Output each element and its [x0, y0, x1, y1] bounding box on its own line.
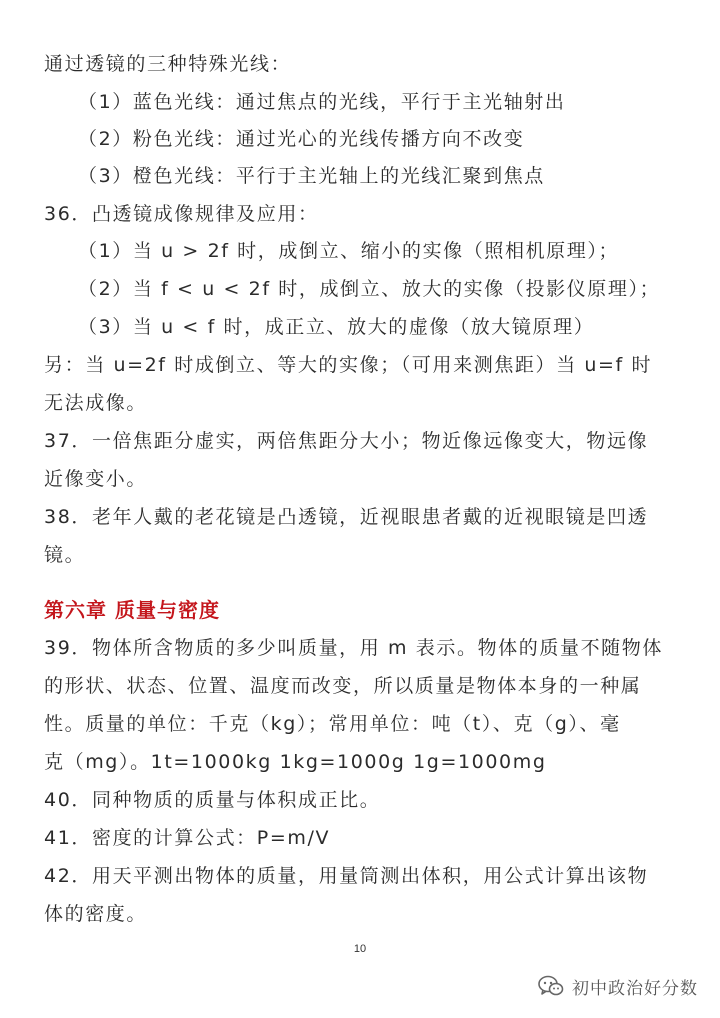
item-40: 40．同种物质的质量与体积成正比。: [44, 789, 381, 811]
ray-item-orange: （3）橙色光线：平行于主光轴上的光线汇聚到焦点: [78, 165, 545, 187]
item-37-line-1: 37．一倍焦距分虚实，两倍焦距分大小；物近像远像变大，物远像: [44, 430, 649, 452]
item-38-line-1: 38．老年人戴的老花镜是凸透镜，近视眼患者戴的近视眼镜是凹透: [44, 506, 649, 528]
item-36-note-line-2: 无法成像。: [44, 392, 148, 414]
wechat-watermark: [538, 972, 698, 1000]
item-41: 41．密度的计算公式：P=m/V: [44, 827, 331, 849]
item-36-rule-3: （3）当 u < f 时，成正立、放大的虚像（放大镜原理）: [78, 316, 595, 338]
item-42-line-1: 42．用天平测出物体的质量，用量筒测出体积，用公式计算出该物: [44, 865, 649, 887]
item-39-line-2: 的形状、状态、位置、温度而改变，所以质量是物体本身的一种属: [44, 675, 642, 697]
ray-item-pink: （2）粉色光线：通过光心的光线传播方向不改变: [78, 128, 525, 150]
item-36-title: 36．凸透镜成像规律及应用：: [44, 203, 319, 225]
item-36-rule-2: （2）当 f < u < 2f 时，成倒立、放大的实像（投影仪原理）；: [78, 278, 661, 300]
item-38-line-2: 镜。: [44, 544, 86, 566]
watermark-text: 初中政治好分数: [572, 978, 698, 999]
item-37-line-2: 近像变小。: [44, 468, 148, 490]
item-42-line-2: 体的密度。: [44, 903, 148, 925]
item-39-line-3: 性。质量的单位：千克（kg）；常用单位：吨（t）、克（g）、毫: [44, 713, 621, 735]
item-39-line-4: 克（mg）。1t=1000kg 1kg=1000g 1g=1000mg: [44, 751, 547, 773]
item-36-rule-1: （1）当 u > 2f 时，成倒立、缩小的实像（照相机原理）；: [78, 240, 620, 262]
ray-item-blue: （1）蓝色光线：通过焦点的光线，平行于主光轴射出: [78, 91, 566, 113]
wechat-icon: [538, 975, 564, 997]
intro-special-rays: 通过透镜的三种特殊光线：: [44, 53, 292, 75]
item-36-note-line-1: 另：当 u=2f 时成倒立、等大的实像；（可用来测焦距）当 u=f 时: [44, 354, 653, 376]
page-number: 10: [353, 943, 367, 955]
chapter-heading: 第六章 质量与密度: [44, 598, 220, 622]
item-39-line-1: 39．物体所含物质的多少叫质量，用 m 表示。物体的质量不随物体: [44, 637, 663, 659]
